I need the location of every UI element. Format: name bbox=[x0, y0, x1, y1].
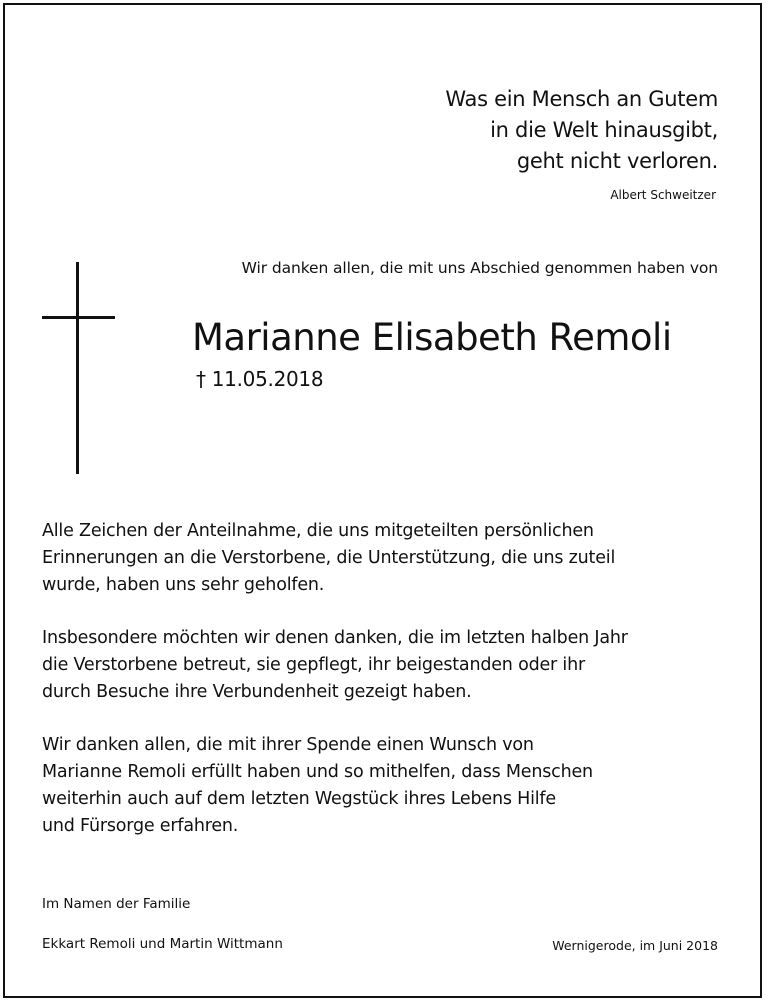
quote-line: in die Welt hinausgibt, bbox=[490, 118, 718, 142]
paragraph bbox=[42, 732, 732, 840]
paragraph bbox=[42, 518, 732, 599]
body-text bbox=[42, 518, 732, 866]
paragraph-line: die Verstorbene betreut, sie gepflegt, ihr beigestanden oder ihr bbox=[42, 655, 585, 675]
paragraph bbox=[42, 625, 732, 706]
paragraph-line: Marianne Remoli erfüllt haben und so mithelfen, dass Menschen bbox=[42, 762, 593, 782]
paragraph-line: wurde, haben uns sehr geholfen. bbox=[42, 575, 325, 595]
paragraph-line: und Fürsorge erfahren. bbox=[42, 816, 239, 836]
quote-author: Albert Schweitzer bbox=[610, 188, 716, 202]
paragraph-line: Insbesondere möchten wir denen danken, die im letzten halben Jahr bbox=[42, 628, 628, 648]
deceased-name: Marianne Elisabeth Remoli bbox=[192, 316, 672, 359]
paragraph-line: durch Besuche ihre Verbundenheit gezeigt haben. bbox=[42, 682, 472, 702]
epigraph-quote bbox=[445, 84, 718, 177]
signers: Ekkart Remoli und Martin Wittmann bbox=[42, 936, 283, 952]
paragraph-line: weiterhin auch auf dem letzten Wegstück ihres Lebens Hilfe bbox=[42, 789, 556, 809]
thanks-intro: Wir danken allen, die mit uns Abschied genommen haben von bbox=[241, 259, 718, 277]
place-date: Wernigerode, im Juni 2018 bbox=[552, 938, 718, 953]
family-signoff: Im Namen der Familie bbox=[42, 896, 191, 912]
quote-line: Was ein Mensch an Gutem bbox=[445, 87, 718, 111]
paragraph-line: Erinnerungen an die Verstorbene, die Unterstützung, die uns zuteil bbox=[42, 548, 616, 568]
death-date: † 11.05.2018 bbox=[196, 367, 324, 391]
cross-vertical-bar bbox=[76, 262, 79, 474]
paragraph-line: Alle Zeichen der Anteilnahme, die uns mitgeteilten persönlichen bbox=[42, 521, 594, 541]
cross-horizontal-bar bbox=[42, 316, 115, 319]
quote-line: geht nicht verloren. bbox=[516, 149, 718, 173]
paragraph-line: Wir danken allen, die mit ihrer Spende einen Wunsch von bbox=[42, 735, 534, 755]
